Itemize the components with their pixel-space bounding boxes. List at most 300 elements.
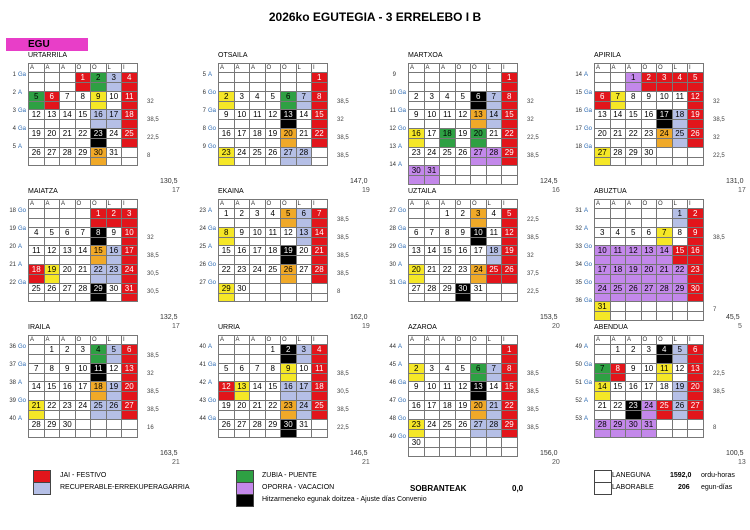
week-number: 14	[389, 162, 396, 168]
week-hours-total: 30,5	[337, 389, 349, 395]
day-cell: 20	[471, 129, 487, 139]
day-header: A	[409, 336, 425, 345]
day-cell: 16	[106, 246, 122, 256]
week-hours-total: 8	[147, 153, 151, 159]
day-cell	[234, 345, 250, 355]
hours-cell	[626, 411, 642, 420]
week-number: 44	[389, 344, 396, 350]
day-cell: 19	[106, 382, 122, 392]
day-cell	[250, 283, 266, 293]
day-cell: 17	[657, 110, 673, 120]
month-total-days: 19	[362, 187, 370, 194]
day-cell: 28	[486, 419, 502, 429]
day-header: O	[91, 336, 107, 345]
month-name: MARTXOA	[408, 52, 443, 59]
day-cell	[641, 302, 657, 312]
hours-cell	[610, 83, 626, 92]
day-cell: 25	[657, 401, 673, 411]
hours-cell	[688, 312, 704, 321]
day-header: L	[672, 336, 688, 345]
day-cell: 22	[219, 265, 235, 275]
week-hours-total: 38,5	[147, 253, 159, 259]
day-header: O	[265, 64, 281, 73]
day-header: O	[75, 200, 91, 209]
hours-cell	[265, 293, 281, 302]
day-header: O	[641, 200, 657, 209]
hours-cell	[409, 293, 425, 302]
day-cell: 19	[688, 110, 704, 120]
day-cell: 29	[44, 419, 60, 429]
month-total-days: 19	[362, 323, 370, 330]
day-cell: 19	[502, 246, 518, 256]
week-number: 52	[575, 398, 582, 404]
shift-label: Go	[208, 144, 217, 150]
hours-cell	[440, 392, 456, 401]
day-cell: 30	[281, 419, 297, 429]
day-cell: 10	[424, 382, 440, 392]
hours-cell	[688, 392, 704, 401]
hours-cell	[409, 373, 425, 382]
week-hours-total: 32	[527, 117, 534, 123]
day-cell: 10	[234, 110, 250, 120]
day-cell: 22	[440, 265, 456, 275]
hours-cell	[60, 373, 76, 382]
day-cell: 26	[265, 147, 281, 157]
month-abendua	[566, 324, 750, 474]
hours-cell	[60, 293, 76, 302]
day-cell: 10	[122, 227, 138, 237]
hours-cell	[296, 219, 312, 228]
hours-cell	[424, 355, 440, 364]
shift-label: A	[18, 380, 23, 386]
day-header: O	[471, 64, 487, 73]
hours-cell	[29, 139, 45, 148]
day-cell: 9	[688, 227, 704, 237]
hours-cell	[122, 237, 138, 246]
day-header: A	[29, 64, 45, 73]
day-header: I	[312, 64, 328, 73]
day-cell: 8	[672, 227, 688, 237]
hours-cell	[455, 293, 471, 302]
day-cell: 31	[424, 166, 440, 176]
hours-cell	[626, 373, 642, 382]
hours-cell	[455, 120, 471, 129]
hours-cell	[641, 275, 657, 284]
week-hours-total: 38,5	[337, 271, 349, 277]
day-cell	[657, 419, 673, 429]
shift-label: Ga	[398, 90, 407, 96]
day-cell	[455, 73, 471, 83]
week-hours-total: 38,5	[147, 117, 159, 123]
hours-cell	[60, 411, 76, 420]
day-cell: 9	[626, 363, 642, 373]
day-cell: 14	[486, 110, 502, 120]
hours-cell	[265, 120, 281, 129]
day-cell: 12	[688, 91, 704, 101]
week-hours-total: 32	[337, 117, 344, 123]
day-cell	[471, 166, 487, 176]
hours-cell	[595, 157, 611, 166]
hours-cell	[657, 157, 673, 166]
hours-cell	[688, 219, 704, 228]
hours-cell	[296, 139, 312, 148]
hours-cell	[424, 448, 440, 457]
hours-cell	[219, 139, 235, 148]
hours-cell	[44, 392, 60, 401]
hours-cell	[471, 275, 487, 284]
day-header: A	[60, 64, 76, 73]
hours-cell	[424, 275, 440, 284]
day-header: I	[688, 200, 704, 209]
day-cell: 21	[424, 265, 440, 275]
hours-cell	[626, 219, 642, 228]
hours-cell	[610, 355, 626, 364]
shift-label: A	[208, 244, 213, 250]
month-grid	[594, 335, 704, 438]
hours-cell	[122, 101, 138, 110]
hours-cell	[106, 219, 122, 228]
day-cell: 30	[409, 166, 425, 176]
hours-cell	[44, 120, 60, 129]
day-cell: 3	[75, 345, 91, 355]
day-cell: 8	[626, 91, 642, 101]
day-cell: 25	[29, 283, 45, 293]
day-cell	[657, 147, 673, 157]
day-header: A	[409, 64, 425, 73]
week-number: 33	[575, 244, 582, 250]
day-cell: 17	[106, 110, 122, 120]
shift-label: Go	[208, 280, 217, 286]
week-hours-total: 22,5	[713, 153, 725, 159]
hours-cell	[409, 355, 425, 364]
week-number: 12	[389, 126, 396, 132]
day-cell	[610, 302, 626, 312]
day-cell: 14	[250, 382, 266, 392]
day-cell: 23	[234, 265, 250, 275]
hours-cell	[106, 237, 122, 246]
hours-cell	[486, 157, 502, 166]
day-cell	[471, 345, 487, 355]
day-cell: 30	[455, 283, 471, 293]
day-header: O	[657, 336, 673, 345]
day-cell: 4	[250, 91, 266, 101]
week-number: 19	[9, 226, 16, 232]
hours-cell	[486, 355, 502, 364]
hours-cell	[106, 120, 122, 129]
day-cell: 13	[296, 227, 312, 237]
day-cell: 17	[424, 129, 440, 139]
hours-cell	[440, 101, 456, 110]
day-cell: 30	[641, 147, 657, 157]
day-cell	[502, 166, 518, 176]
day-cell	[29, 345, 45, 355]
month-grid	[218, 63, 328, 166]
day-header: L	[486, 64, 502, 73]
hours-cell	[60, 83, 76, 92]
day-cell: 14	[610, 110, 626, 120]
hours-cell	[486, 293, 502, 302]
day-cell	[409, 209, 425, 219]
hours-cell	[657, 429, 673, 438]
week-number: 18	[575, 144, 582, 150]
hours-cell	[610, 373, 626, 382]
hours-cell	[486, 373, 502, 382]
day-cell: 3	[106, 73, 122, 83]
day-cell: 25	[122, 129, 138, 139]
week-number: 23	[199, 208, 206, 214]
hours-cell	[219, 429, 235, 438]
day-cell: 18	[122, 110, 138, 120]
week-number: 25	[199, 244, 206, 250]
hours-cell	[44, 157, 60, 166]
hours-cell	[424, 176, 440, 185]
day-header: A	[234, 64, 250, 73]
day-cell: 16	[626, 382, 642, 392]
hours-cell	[502, 256, 518, 265]
day-header: L	[106, 64, 122, 73]
hours-cell	[219, 101, 235, 110]
day-header: A	[250, 64, 266, 73]
day-cell: 30	[91, 147, 107, 157]
day-cell: 26	[502, 265, 518, 275]
hours-cell	[250, 101, 266, 110]
day-header: A	[219, 336, 235, 345]
day-cell: 28	[657, 283, 673, 293]
day-header: O	[281, 336, 297, 345]
day-cell: 3	[296, 345, 312, 355]
day-cell: 17	[471, 246, 487, 256]
day-cell: 16	[641, 110, 657, 120]
day-cell: 18	[440, 129, 456, 139]
day-cell: 29	[265, 419, 281, 429]
day-cell: 20	[595, 129, 611, 139]
day-cell: 6	[641, 227, 657, 237]
hours-cell	[641, 392, 657, 401]
day-cell: 4	[265, 209, 281, 219]
day-cell: 23	[91, 129, 107, 139]
day-cell: 9	[281, 363, 297, 373]
hours-cell	[91, 411, 107, 420]
hours-cell	[75, 355, 91, 364]
month-urtarrila	[0, 52, 188, 202]
hours-cell	[595, 293, 611, 302]
hours-cell	[219, 275, 235, 284]
day-cell: 23	[60, 401, 76, 411]
day-cell: 21	[610, 129, 626, 139]
day-header: A	[626, 200, 642, 209]
day-cell: 23	[409, 147, 425, 157]
day-cell: 17	[234, 129, 250, 139]
day-cell	[122, 419, 138, 429]
day-cell: 13	[641, 246, 657, 256]
hours-cell	[250, 293, 266, 302]
day-cell: 6	[471, 363, 487, 373]
day-cell: 23	[688, 265, 704, 275]
day-cell: 2	[234, 209, 250, 219]
week-number: 4	[12, 126, 16, 132]
day-cell	[44, 73, 60, 83]
hours-cell	[234, 373, 250, 382]
day-header: L	[106, 200, 122, 209]
month-total-days: 20	[552, 323, 560, 330]
day-cell: 15	[312, 110, 328, 120]
hours-cell	[296, 256, 312, 265]
hours-cell	[626, 275, 642, 284]
hours-cell	[75, 429, 91, 438]
month-total-hours: 45,5	[726, 314, 740, 321]
day-cell: 18	[672, 110, 688, 120]
day-cell: 28	[595, 419, 611, 429]
hours-cell	[688, 101, 704, 110]
month-name: MAIATZA	[28, 188, 58, 195]
day-cell: 8	[312, 91, 328, 101]
hours-cell	[75, 120, 91, 129]
laborable-label: LABORABLE	[612, 484, 654, 491]
hours-cell	[610, 120, 626, 129]
hours-cell	[672, 219, 688, 228]
day-cell: 21	[296, 129, 312, 139]
day-cell: 7	[296, 91, 312, 101]
day-cell	[409, 345, 425, 355]
hours-cell	[672, 275, 688, 284]
week-number: 37	[9, 362, 16, 368]
day-header: A	[29, 200, 45, 209]
day-cell: 5	[29, 91, 45, 101]
hours-cell	[409, 448, 425, 457]
hours-cell	[265, 275, 281, 284]
month-total-hours: 124,5	[540, 178, 558, 185]
day-cell: 19	[265, 129, 281, 139]
hours-cell	[672, 373, 688, 382]
legend-vacacion-label: OPORRA - VACACION	[262, 484, 335, 491]
day-header: A	[626, 64, 642, 73]
shift-label: Ga	[18, 280, 27, 286]
hours-cell	[688, 373, 704, 382]
shift-label: Go	[208, 262, 217, 268]
shift-label: A	[398, 162, 403, 168]
hours-cell	[44, 411, 60, 420]
hours-cell	[60, 139, 76, 148]
hours-cell	[610, 275, 626, 284]
day-cell: 16	[409, 401, 425, 411]
day-cell: 12	[44, 246, 60, 256]
day-header: I	[688, 64, 704, 73]
month-abuztua	[566, 188, 750, 338]
day-cell: 2	[281, 345, 297, 355]
day-cell: 9	[106, 227, 122, 237]
day-cell: 22	[265, 401, 281, 411]
shift-label: A	[208, 344, 213, 350]
day-cell: 30	[626, 419, 642, 429]
shift-label: A	[18, 416, 23, 422]
hours-cell	[626, 293, 642, 302]
day-cell: 2	[409, 363, 425, 373]
hours-cell	[265, 139, 281, 148]
day-cell: 4	[486, 209, 502, 219]
day-cell: 22	[44, 401, 60, 411]
hours-cell	[281, 293, 297, 302]
day-cell: 14	[486, 382, 502, 392]
day-header: O	[265, 336, 281, 345]
hours-cell	[60, 429, 76, 438]
hours-cell	[688, 355, 704, 364]
week-hours-total: 32	[713, 99, 720, 105]
hours-cell	[234, 83, 250, 92]
shift-label: A	[584, 208, 589, 214]
day-cell: 18	[91, 382, 107, 392]
shift-label: Go	[18, 208, 27, 214]
week-hours-total: 38,5	[147, 389, 159, 395]
day-cell	[424, 438, 440, 448]
week-hours-total: 38,5	[337, 253, 349, 259]
day-cell	[265, 73, 281, 83]
hours-cell	[281, 373, 297, 382]
day-cell: 19	[281, 246, 297, 256]
hours-cell	[75, 256, 91, 265]
day-cell: 26	[29, 147, 45, 157]
hours-cell	[250, 411, 266, 420]
hours-cell	[281, 275, 297, 284]
week-hours-total: 32	[527, 99, 534, 105]
hours-cell	[265, 373, 281, 382]
month-total-hours: 146,5	[350, 450, 368, 457]
day-cell: 22	[626, 129, 642, 139]
day-cell: 2	[60, 345, 76, 355]
hours-cell	[29, 355, 45, 364]
laneguna-label: LANEGUNA	[612, 472, 651, 479]
hours-cell	[281, 392, 297, 401]
day-cell	[75, 419, 91, 429]
day-cell: 7	[657, 227, 673, 237]
day-header: O	[281, 200, 297, 209]
month-uztaila	[380, 188, 568, 338]
hours-cell	[688, 83, 704, 92]
month-name: AZAROA	[408, 324, 437, 331]
hours-cell	[471, 219, 487, 228]
hours-cell	[91, 392, 107, 401]
day-cell: 18	[250, 129, 266, 139]
hours-cell	[60, 101, 76, 110]
hours-cell	[122, 139, 138, 148]
hours-cell	[610, 312, 626, 321]
day-cell	[106, 419, 122, 429]
day-cell	[595, 73, 611, 83]
hours-cell	[486, 120, 502, 129]
week-hours-total: 37,5	[527, 271, 539, 277]
day-cell	[688, 419, 704, 429]
day-cell: 31	[106, 147, 122, 157]
week-hours-total: 22,5	[527, 217, 539, 223]
month-azaroa	[380, 324, 568, 474]
week-number: 1	[12, 72, 16, 78]
day-cell: 20	[641, 265, 657, 275]
week-hours-total: 38,5	[337, 99, 349, 105]
shift-label: A	[584, 416, 589, 422]
hours-cell	[502, 101, 518, 110]
hours-cell	[409, 237, 425, 246]
hours-cell	[296, 237, 312, 246]
hours-cell	[250, 237, 266, 246]
shift-label: Go	[18, 398, 27, 404]
day-cell: 14	[29, 382, 45, 392]
hours-cell	[502, 275, 518, 284]
hours-cell	[610, 237, 626, 246]
day-cell: 8	[440, 227, 456, 237]
hours-cell	[502, 120, 518, 129]
day-cell: 26	[281, 265, 297, 275]
hours-cell	[626, 120, 642, 129]
hours-cell	[455, 275, 471, 284]
